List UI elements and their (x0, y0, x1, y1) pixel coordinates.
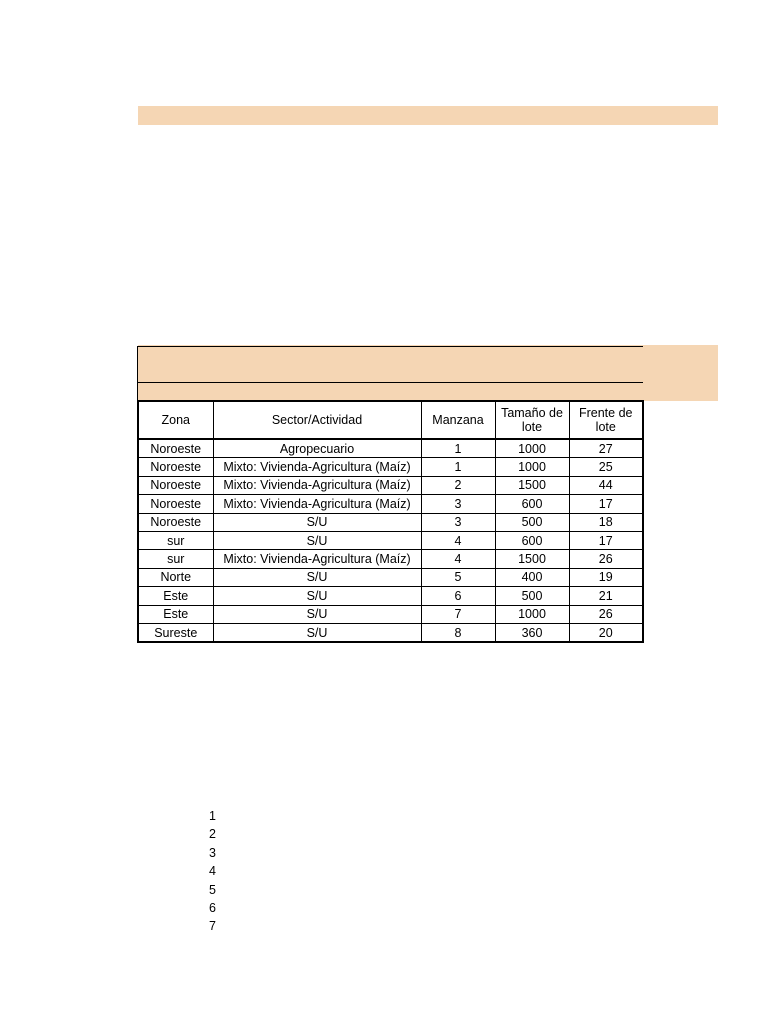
cell-zona: Noroeste (138, 495, 213, 513)
cell-zona: Sureste (138, 623, 213, 642)
cell-manzana: 3 (421, 495, 495, 513)
cell-tamano-lote: 600 (495, 495, 569, 513)
cell-tamano-lote: 600 (495, 531, 569, 549)
numbered-list (196, 807, 216, 936)
cell-frente-lote: 26 (569, 605, 643, 623)
table-row (138, 550, 643, 568)
table-row (138, 623, 643, 642)
cell-tamano-lote: 1000 (495, 439, 569, 458)
header-highlight-band (138, 106, 718, 125)
cell-sector: Mixto: Vivienda-Agricultura (Maíz) (213, 476, 421, 494)
column-header-frente-lote: Frente de lote (569, 401, 643, 439)
cell-manzana: 7 (421, 605, 495, 623)
cell-sector: S/U (213, 587, 421, 605)
table-row (138, 605, 643, 623)
list-item-number: 5 (209, 882, 216, 897)
cell-zona: Este (138, 605, 213, 623)
cell-manzana: 5 (421, 568, 495, 586)
table-row (138, 476, 643, 494)
cell-tamano-lote: 500 (495, 513, 569, 531)
cell-tamano-lote: 360 (495, 623, 569, 642)
cell-manzana: 4 (421, 550, 495, 568)
table-row (138, 531, 643, 549)
cell-sector: S/U (213, 623, 421, 642)
table-row (138, 587, 643, 605)
cell-sector: S/U (213, 605, 421, 623)
title-band-divider-line (138, 382, 643, 383)
cell-zona: Norte (138, 568, 213, 586)
table-header-row (138, 401, 643, 439)
cell-zona: Noroeste (138, 458, 213, 476)
cell-zona: Este (138, 587, 213, 605)
list-item-number: 1 (209, 809, 216, 823)
cell-frente-lote: 19 (569, 568, 643, 586)
cell-tamano-lote: 400 (495, 568, 569, 586)
column-header-zona: Zona (138, 401, 213, 439)
cell-zona: sur (138, 531, 213, 549)
column-header-tamano-lote: Tamaño de lote (495, 401, 569, 439)
cell-sector: S/U (213, 531, 421, 549)
cell-zona: Noroeste (138, 476, 213, 494)
cell-frente-lote: 17 (569, 495, 643, 513)
cell-manzana: 8 (421, 623, 495, 642)
cell-manzana: 2 (421, 476, 495, 494)
list-item-number: 7 (209, 919, 216, 934)
list-item-number: 4 (209, 864, 216, 879)
cell-frente-lote: 18 (569, 513, 643, 531)
table-title-band (138, 345, 718, 401)
table-row (138, 458, 643, 476)
cell-sector: S/U (213, 568, 421, 586)
cell-frente-lote: 44 (569, 476, 643, 494)
table-row (138, 495, 643, 513)
cell-zona: sur (138, 550, 213, 568)
list-item-number: 6 (209, 901, 216, 916)
cell-tamano-lote: 1000 (495, 458, 569, 476)
cell-tamano-lote: 1500 (495, 550, 569, 568)
cell-manzana: 6 (421, 587, 495, 605)
cell-tamano-lote: 1500 (495, 476, 569, 494)
title-band-left-edge (137, 346, 138, 402)
cell-frente-lote: 17 (569, 531, 643, 549)
cell-sector: S/U (213, 513, 421, 531)
table-row (138, 439, 643, 458)
cell-sector: Mixto: Vivienda-Agricultura (Maíz) (213, 495, 421, 513)
title-band-top-line (138, 346, 643, 347)
cell-sector: Agropecuario (213, 439, 421, 458)
column-header-manzana: Manzana (421, 401, 495, 439)
cell-frente-lote: 21 (569, 587, 643, 605)
cell-manzana: 3 (421, 513, 495, 531)
cell-frente-lote: 27 (569, 439, 643, 458)
cell-frente-lote: 20 (569, 623, 643, 642)
cell-manzana: 4 (421, 531, 495, 549)
table-row (138, 568, 643, 586)
cell-frente-lote: 25 (569, 458, 643, 476)
cell-tamano-lote: 1000 (495, 605, 569, 623)
list-item-number: 2 (209, 827, 216, 842)
list-item-number: 3 (209, 845, 216, 860)
cell-manzana: 1 (421, 458, 495, 476)
cell-sector: Mixto: Vivienda-Agricultura (Maíz) (213, 458, 421, 476)
cell-frente-lote: 26 (569, 550, 643, 568)
cell-zona: Noroeste (138, 439, 213, 458)
column-header-sector: Sector/Actividad (213, 401, 421, 439)
table-row (138, 513, 643, 531)
cell-zona: Noroeste (138, 513, 213, 531)
cell-manzana: 1 (421, 439, 495, 458)
lots-table (137, 400, 644, 643)
cell-sector: Mixto: Vivienda-Agricultura (Maíz) (213, 550, 421, 568)
cell-tamano-lote: 500 (495, 587, 569, 605)
